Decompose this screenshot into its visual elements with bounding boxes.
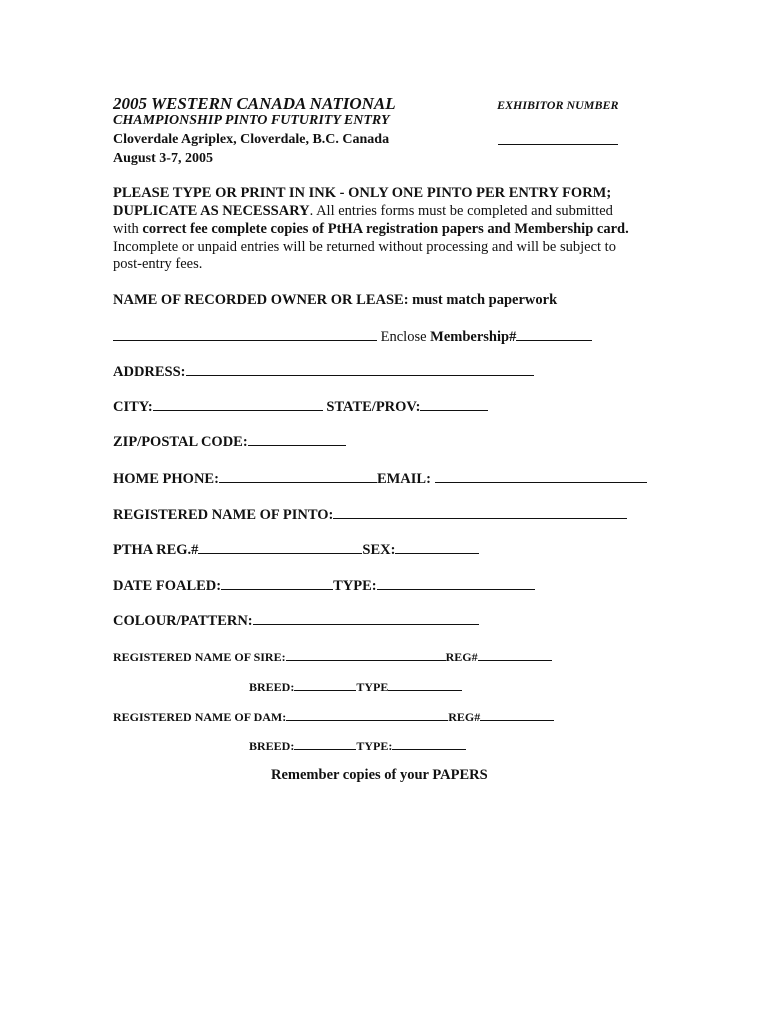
instructions-line-1: PLEASE TYPE OR PRINT IN INK - ONLY ONE PINTO PER ENTRY FORM; xyxy=(113,185,612,201)
enclose-label: Enclose xyxy=(377,329,431,345)
instructions-line-3-pre: with xyxy=(113,221,143,237)
city-label: CITY: xyxy=(113,399,153,415)
owner-name-field[interactable] xyxy=(113,328,377,341)
exhibitor-number-label: EXHIBITOR NUMBER xyxy=(497,98,619,112)
address-label: ADDRESS: xyxy=(113,364,186,380)
city-field[interactable] xyxy=(153,398,323,411)
sire-row xyxy=(113,650,552,665)
date-foaled-field[interactable] xyxy=(221,577,333,590)
sire-reg-field[interactable] xyxy=(478,650,552,661)
instructions-requirements: correct fee complete copies of PtHA registration papers and Membership card. xyxy=(142,221,629,237)
colour-field[interactable] xyxy=(253,612,479,625)
ptha-reg-label: PTHA REG.# xyxy=(113,542,199,558)
dam-row xyxy=(113,710,554,725)
dam-breed-label: BREED: xyxy=(249,739,295,753)
event-location: Cloverdale Agriplex, Cloverdale, B.C. Canada xyxy=(113,132,390,147)
instructions-line-2 xyxy=(113,203,613,220)
pinto-name-field[interactable] xyxy=(333,506,627,519)
instructions-duplicate: DUPLICATE AS NECESSARY xyxy=(113,203,310,219)
instructions-line-5: post-entry fees. xyxy=(113,256,203,272)
pinto-name-row xyxy=(113,506,627,524)
dam-reg-label: REG# xyxy=(448,710,481,724)
state-label: STATE/PROV: xyxy=(322,399,421,415)
city-row xyxy=(113,398,488,416)
dam-reg-field[interactable] xyxy=(480,710,554,721)
dam-breed-field[interactable] xyxy=(294,739,356,750)
state-field[interactable] xyxy=(420,398,488,411)
sex-field[interactable] xyxy=(395,541,479,554)
colour-label: COLOUR/PATTERN: xyxy=(113,613,253,629)
pinto-name-label: REGISTERED NAME OF PINTO: xyxy=(113,507,334,523)
membership-label: Membership# xyxy=(430,329,517,345)
dam-type-field[interactable] xyxy=(392,739,466,750)
instructions-line-4: Incomplete or unpaid entries will be returned without processing and will be subject to xyxy=(113,239,616,255)
phone-email-row xyxy=(113,470,647,488)
colour-row xyxy=(113,612,479,630)
ptha-reg-field[interactable] xyxy=(198,541,362,554)
owner-name-row xyxy=(113,328,592,346)
zip-row xyxy=(113,433,346,451)
papers-reminder: Remember copies of your PAPERS xyxy=(271,767,488,783)
dam-field[interactable] xyxy=(286,710,448,721)
address-row xyxy=(113,363,534,381)
form-subtitle: CHAMPIONSHIP PINTO FUTURITY ENTRY xyxy=(113,113,390,128)
home-phone-label: HOME PHONE: xyxy=(113,471,219,487)
type-field[interactable] xyxy=(377,577,535,590)
owner-heading: NAME OF RECORDED OWNER OR LEASE: must match paperwork xyxy=(113,292,558,308)
address-field[interactable] xyxy=(186,363,534,376)
membership-field[interactable] xyxy=(516,328,592,341)
dam-type-label: TYPE: xyxy=(356,739,393,753)
foaled-type-row xyxy=(113,577,535,595)
type-label: TYPE: xyxy=(333,578,377,594)
sire-breed-row xyxy=(249,680,462,695)
sire-breed-field[interactable] xyxy=(294,680,356,691)
date-foaled-label: DATE FOALED: xyxy=(113,578,222,594)
instructions-line-3 xyxy=(113,221,629,238)
sire-reg-label: REG# xyxy=(445,650,478,664)
zip-label: ZIP/POSTAL CODE: xyxy=(113,434,248,450)
form-title: 2005 WESTERN CANADA NATIONAL xyxy=(113,94,396,113)
home-phone-field[interactable] xyxy=(219,470,377,483)
zip-field[interactable] xyxy=(248,433,346,446)
dam-label: REGISTERED NAME OF DAM: xyxy=(113,710,287,724)
ptha-sex-row xyxy=(113,541,479,559)
sire-label: REGISTERED NAME OF SIRE: xyxy=(113,650,286,664)
sire-field[interactable] xyxy=(286,650,446,661)
instructions-line-2-rest: . All entries forms must be completed and submitted xyxy=(309,203,613,219)
email-field[interactable] xyxy=(435,470,647,483)
event-dates: August 3-7, 2005 xyxy=(113,151,213,166)
sex-label: SEX: xyxy=(362,542,396,558)
sire-type-field[interactable] xyxy=(388,680,462,691)
dam-breed-row xyxy=(249,739,466,754)
sire-breed-label: BREED: xyxy=(249,680,295,694)
sire-type-label: TYPE xyxy=(356,680,389,694)
exhibitor-number-field[interactable] xyxy=(498,132,618,150)
email-label: EMAIL: xyxy=(376,471,435,487)
